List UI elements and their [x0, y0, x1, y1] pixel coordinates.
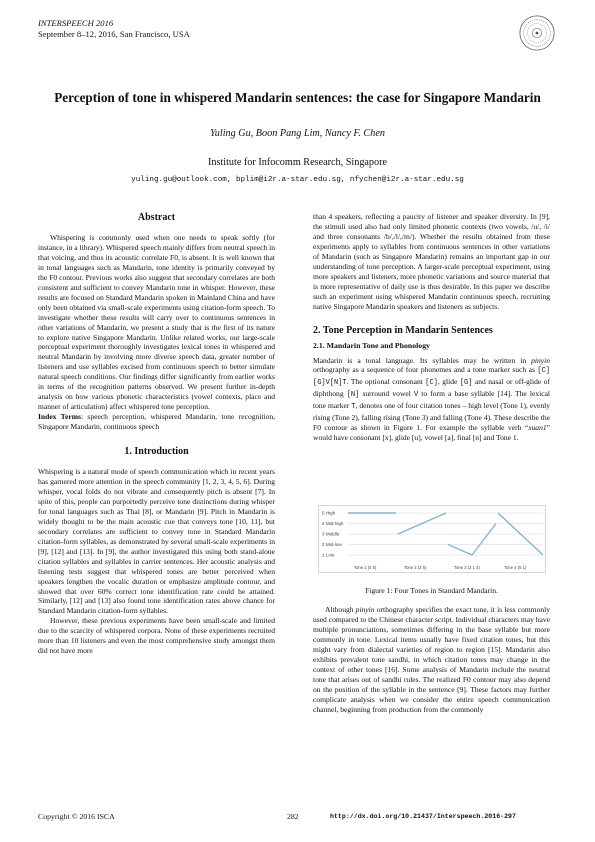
- figure-level-label: 1 Low: [322, 552, 335, 558]
- index-terms: [38, 412, 275, 432]
- abstract-body: Whispering is commonly used when one needs to speak softly (for instance, in a library). Whispered speech mainly differs from neutral speech in that voicing, and thus its acoustic correlate F0, is absent. It is well known that in tonal languages such as Mandarin, tone identity is primarily conveyed by the F0 contour. Previous works also suggest that secondary correlates are both consistent and sufficient to convey Mandarin tone in whisper. However, these results are focused on Standard Mandarin spoken in Mainland China and have only been obtained via small-scale experiments using citation-form speech. To investigate whether these results will carry over to continuous sentences in other variations of Mandarin, we present a study that is the first of its nature to explore native Singapore Mandarin. Unlike related works, our large-scale perceptual experiment thoroughly investigates lexical tones in whispered and neutral Mandarin by involving more diverse speech data, greater number of listeners and use syllables excised from continuous speech to better simulate natural speech conditions. Our findings differ significantly from earlier works in terms of the recognition patterns observed. We present further in-depth analysis on how various phonetic characteristics (vowel contexts, place and manner of articulation) affect whispered tone perception.: [38, 233, 275, 412]
- abstract-heading: Abstract: [137, 212, 176, 223]
- figure-1-caption: Figure 1: Four Tones in Standard Mandarin.: [365, 586, 498, 595]
- tone-label-2: Tone 2 (3 5): [404, 565, 427, 570]
- subsection-2-1-heading: 2.1. Mandarin Tone and Phonology: [313, 340, 430, 350]
- affiliation: Institute for Infocomm Research, Singapore: [207, 157, 388, 168]
- introduction-heading: 1. Introduction: [124, 446, 189, 458]
- figure-level-label: 3 Middle: [322, 531, 340, 537]
- conference-header: [38, 18, 190, 40]
- conference-dates: September 8–12, 2016, San Francisco, USA: [38, 29, 190, 39]
- figure-1-tone-chart: [318, 505, 546, 573]
- section-2-heading: 2. Tone Perception in Mandarin Sentences: [313, 324, 493, 336]
- section-2-paragraph-1: Mandarin is a tonal language. Its syllables may be written in pinyin orthography as a sequence of four phonemes and a tone marker such as [C][G]V[N]T. The optional consonant [C], glide [G] and nasal or off-glide of diphthong [N] surround vowel V to form a base syllable [14]. The lexical tone marker T, denotes one of four citation tones – high level (Tone 1), evenly rising (Tone 2), falling rising (Tone 3) and falling (Tone 4). These describe the F0 contour as shown in Figure 1. For example the syllable verb “xuan1” would have consonant [x], glide [u], vowel [a], final [n] and Tone 1.: [313, 355, 551, 443]
- tone-label-1: Tone 1 (5 5): [354, 565, 377, 570]
- right-column-lower: [313, 605, 550, 714]
- right-column: [313, 212, 550, 443]
- figure-level-label: 4 Mid-high: [322, 521, 344, 527]
- intro-paragraph-1: Whispering is a natural mode of speech communication which in recent years has garnered more attention in the speech community [1, 2, 3, 4, 5, 6]. During whisper, vocal folds do not vibrate and consequently pitch is absent [7]. In spite of this, people can purportedly perceive tone distinctions during whisper for tonal languages such as Thai [8], or Mandarin [9]. Pitch in Mandarin is widely thought to be the main acoustic cue that conveys tone [10, 11], but secondary correlates are sufficient to convey tone in Standard Mandarin citation-form syllables, as demonstrated by several small-scale experiments in [9], [12] and [13]. In [9], the author investigated this using both stand-alone citation syllables and syllables in carrier sentences. Her acoustic analysis and listening tests suggest that whispered tones are better perceived when speakers lengthen the vocalic duration or emphasize amplitude contour, and showed that over 60% correct tone identification rate could be attained. Similarly, [12] and [13] also found tone identification rates above chance for Standard Mandarin citation-form syllables.: [38, 467, 275, 616]
- paper-title: Perception of tone in whispered Mandarin sentences: the case for Singapore Mandarin: [54, 90, 541, 105]
- figure-level-label: 5 High: [322, 510, 336, 516]
- author-list: Yuling Gu, Boon Pang Lim, Nancy F. Chen: [210, 128, 385, 139]
- doi-link[interactable]: http://dx.doi.org/10.21437/Interspeech.2016-297: [330, 813, 516, 820]
- conference-name: INTERSPEECH 2016: [38, 18, 114, 28]
- intro-paragraph-2: However, these previous experiments have been small-scale and limited due to the scarcity of whispered corpora. None of these experiments recruited more than 10 listeners and even the most comprehensive study amongst them did not have more: [38, 616, 275, 656]
- left-column: [38, 212, 275, 656]
- copyright-notice: Copyright © 2016 ISCA: [38, 812, 115, 821]
- figure-level-label: 2 Mid-low: [322, 542, 342, 548]
- tone-label-4: Tone 4 (5 1): [504, 565, 527, 570]
- tone-label-3: Tone 3 (2 1 4): [454, 565, 480, 570]
- author-emails: yuling.gu@outlook.com, bplim@i2r.a-star.edu.sg, nfychen@i2r.a-star.edu.sg: [131, 176, 464, 184]
- interspeech-logo-icon: [518, 14, 556, 52]
- index-terms-list: : speech perception, whispered Mandarin, tone recognition, Singapore Mandarin, continuous speech: [38, 412, 275, 432]
- section-2-paragraph-2: Although pinyin orthography specifies the exact tone, it is less commonly used compared to the Chinese character script. Individual characters may have multiple pronunciations, sometimes differing in the base syllable but more commonly in tone. Lexical items usually have fixed citation tones, but this might vary from dialectal varieties of region to region [15]. Mandarin also exhibits prevalent tone sandhi, in which citation tones may change in the context of other tones [16]. Some analysis of Mandarin include the neutral tone that arises out of sandhi rules. The realized F0 contour may also depend on the position of the syllable in the sentence [9]. These factors may further complicate analysis when we consider the entire speech communication channel, beginning from production from the commonly: [313, 605, 550, 714]
- intro-paragraph-3: than 4 speakers, reflecting a paucity of listener and speaker diversity. In [9], the stimuli used also had only limited phonetic contexts (two vowels, /u/, /i/ and three consonants /b/,/l/,/m/). Whether the results obtained from these experiments apply to syllables from continuous sentences in other variations of Mandarin (such as Singapore Mandarin) remains an important gap in our understanding of tone perception. A larger-scale perceptual experiment, using more speakers and listeners, more phonetic variations and source material that is more representative of daily use is thus desirable. In this paper we describe such an experiment using whispered Mandarin continuous speech, recruiting native Singapore Mandarin speakers and listeners as subjects.: [313, 212, 550, 311]
- index-terms-label: Index Terms: [38, 412, 81, 422]
- page-number: 282: [287, 812, 299, 821]
